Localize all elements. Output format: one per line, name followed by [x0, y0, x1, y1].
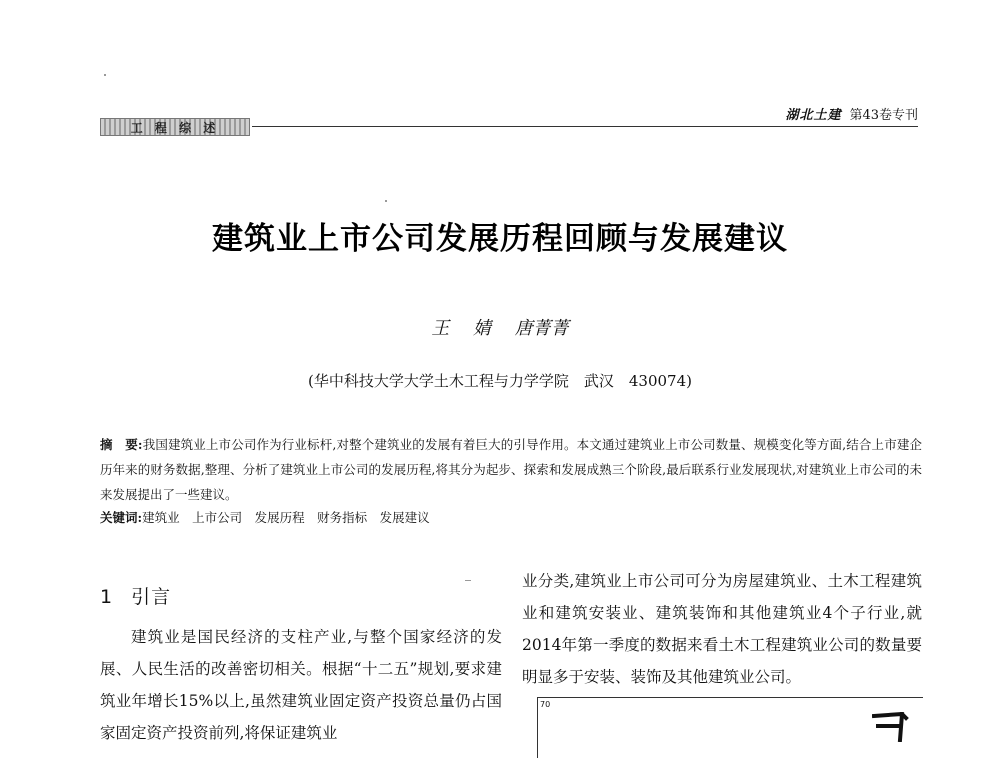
affiliation: (华中科技大学大学土木工程与力学学院 武汉 430074) — [308, 372, 692, 390]
figure-frame — [537, 697, 923, 758]
header-rule — [252, 126, 918, 127]
scan-speck — [465, 580, 471, 581]
section-title: 引言 — [131, 586, 172, 608]
paper-title: 建筑业上市公司发展历程回顾与发展建议 — [212, 221, 788, 257]
scan-speck — [385, 200, 387, 202]
keywords-label: 关键词: — [100, 510, 143, 525]
body-paragraph: 建筑业是国民经济的支柱产业,与整个国家经济的发展、人民生活的改善密切相关。根据“十二五”规划,要求建筑业年增长15%以上,虽然建筑业固定资产投资总量仍占国家固定资产投资前列,将保证建筑业 — [100, 628, 502, 742]
section-number: 1 — [100, 586, 114, 608]
keywords — [100, 508, 922, 528]
abstract-label: 摘 要: — [100, 437, 143, 452]
body-left-column — [100, 582, 502, 749]
body-paragraph-right: 业分类,建筑业上市公司可分为房屋建筑业、土木工程建筑业和建筑安装业、建筑装饰和其他建筑业4个子行业,就2014年第一季度的数据来看土木工程建筑业公司的数量要明显多于安装、装饰及其他建筑业公司。 — [522, 572, 922, 686]
journal-header — [785, 104, 918, 123]
journal-issue: 第43卷专刊 — [849, 108, 918, 123]
abstract — [100, 432, 922, 507]
abstract-text: 我国建筑业上市公司作为行业标杆,对整个建筑业的发展有着巨大的引导作用。本文通过建筑业上市公司数量、规模变化等方面,结合上市建企历年来的财务数据,整理、分析了建筑业上市公司的发展历程,将其分为起步、探索和发展成熟三个阶段,最后联系行业发展现状,对建筑业上市公司的未来发展提出了一些建议。 — [100, 437, 922, 502]
scan-speck — [104, 74, 106, 76]
body-right-column — [522, 565, 922, 693]
section-tag: 工 程 综 述 — [100, 118, 250, 136]
keywords-text: 建筑业 上市公司 发展历程 财务指标 发展建议 — [142, 510, 430, 525]
figure-axis-max-label: 70 — [540, 700, 551, 709]
journal-name: 湖北土建 — [785, 108, 842, 123]
figure-mark — [872, 712, 912, 742]
section-heading — [100, 582, 502, 609]
authors: 王 婧 唐菁菁 — [431, 318, 569, 339]
